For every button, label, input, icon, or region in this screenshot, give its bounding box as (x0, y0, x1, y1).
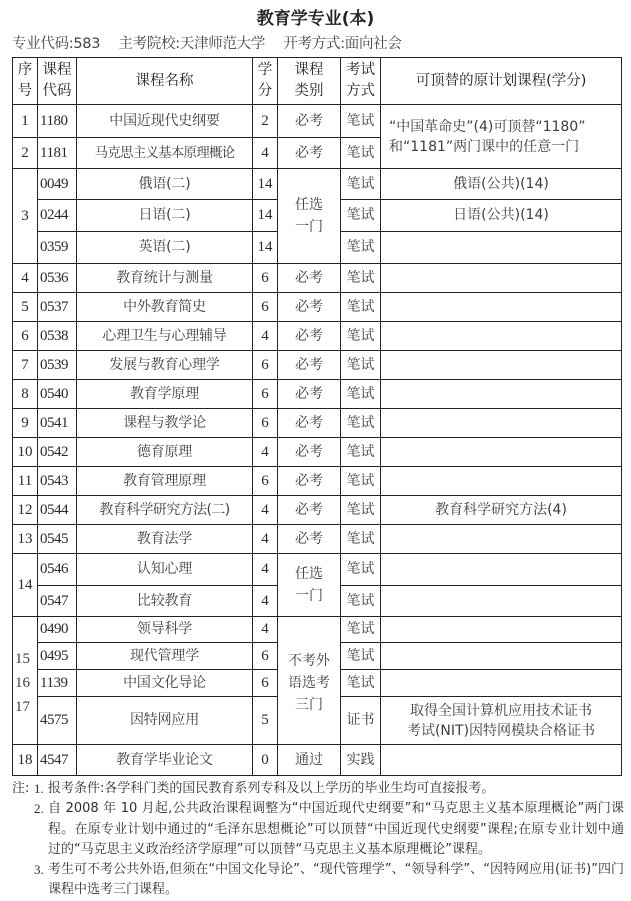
cell-category: 必考 (278, 293, 341, 322)
cell-substitute (381, 322, 622, 351)
cell-credit: 4 (253, 525, 278, 554)
header-substitute: 可顶替的原计划课程(学分) (381, 58, 622, 105)
header-category: 课程类别 (278, 58, 341, 105)
table-row (13, 438, 622, 467)
cell-seq: 10 (13, 438, 38, 467)
page-title: 教育学专业(本) (256, 9, 375, 29)
table-row (13, 322, 622, 351)
note-item (12, 779, 624, 799)
cell-code: 0547 (38, 586, 77, 617)
cell-name: 教育管理原理 (77, 467, 253, 496)
cell-substitute (381, 264, 622, 293)
cell-credit: 4 (253, 554, 278, 586)
cell-exam: 笔试 (341, 105, 381, 138)
table-row (13, 351, 622, 380)
cell-code: 0539 (38, 351, 77, 380)
table-row (13, 525, 622, 554)
cell-code: 0541 (38, 409, 77, 438)
cell-exam: 笔试 (341, 264, 381, 293)
cell-seq: 8 (13, 380, 38, 409)
cell-code: 0542 (38, 438, 77, 467)
cell-credit: 6 (253, 351, 278, 380)
cell-code: 0543 (38, 467, 77, 496)
cell-seq-merged: 3 (13, 169, 38, 264)
cell-credit: 4 (253, 322, 278, 351)
cell-code: 4575 (38, 697, 77, 745)
cell-name: 因特网应用 (77, 697, 253, 745)
cell-credit: 6 (253, 380, 278, 409)
cell-name: 中国文化导论 (77, 670, 253, 697)
cell-seq-merged: 14 (13, 554, 38, 617)
cell-seq-merged: 15 16 17 (13, 617, 38, 745)
cell-name: 发展与教育心理学 (77, 351, 253, 380)
host-school: 主考院校:天津师范大学 (118, 36, 266, 52)
cell-credit: 6 (253, 293, 278, 322)
cell-substitute (381, 525, 622, 554)
cell-credit: 6 (253, 467, 278, 496)
cell-code: 0490 (38, 617, 77, 643)
cell-name: 现代管理学 (77, 643, 253, 670)
cell-category-merged: 任选 一门 (278, 554, 341, 617)
course-plan-table (12, 57, 622, 776)
cell-exam: 证书 (341, 697, 381, 745)
note-number: 1. (34, 781, 44, 796)
cell-credit: 6 (253, 264, 278, 293)
cell-substitute (381, 643, 622, 670)
table-row (13, 293, 622, 322)
cell-name: 心理卫生与心理辅导 (77, 322, 253, 351)
cell-name: 马克思主义基本原理概论 (77, 138, 253, 169)
cell-name: 德育原理 (77, 438, 253, 467)
notes-section (12, 779, 624, 901)
cell-category: 必考 (278, 105, 341, 138)
table-row (13, 745, 622, 776)
cell-category-merged: 任选 一门 (278, 169, 341, 264)
cell-seq: 13 (13, 525, 38, 554)
cell-credit: 2 (253, 105, 278, 138)
major-code: 专业代码:583 (12, 36, 101, 52)
cell-substitute (381, 409, 622, 438)
cell-credit: 14 (253, 232, 278, 264)
cell-category: 必考 (278, 496, 341, 525)
table-row (13, 380, 622, 409)
cell-code: 0545 (38, 525, 77, 554)
table-row (13, 169, 622, 200)
cell-code: 0544 (38, 496, 77, 525)
table-row (13, 467, 622, 496)
cell-name: 领导科学 (77, 617, 253, 643)
cell-name: 英语(二) (77, 232, 253, 264)
cell-code: 0540 (38, 380, 77, 409)
table-row (13, 409, 622, 438)
cell-category: 必考 (278, 409, 341, 438)
cell-seq: 2 (13, 138, 38, 169)
notes-lead: 注: (12, 781, 30, 796)
cell-name: 教育法学 (77, 525, 253, 554)
cell-substitute (381, 617, 622, 643)
cell-code: 0244 (38, 200, 77, 232)
cell-substitute (381, 351, 622, 380)
cell-name: 教育学原理 (77, 380, 253, 409)
cell-exam: 笔试 (341, 586, 381, 617)
table-row (13, 496, 622, 525)
table-row (13, 617, 622, 643)
table-row (13, 264, 622, 293)
cell-substitute (381, 232, 622, 264)
cell-exam: 笔试 (341, 169, 381, 200)
header-name: 课程名称 (77, 58, 253, 105)
note-text: 报考条件:各学科门类的国民教育系列专科及以上学历的毕业生均可直接报考。 (48, 781, 495, 796)
cell-category: 必考 (278, 351, 341, 380)
header-exam: 考试方式 (341, 58, 381, 105)
cell-code: 4547 (38, 745, 77, 776)
note-text: 考生可不考公共外语,但须在“中国文化导论”、“现代管理学”、“领导科学”、“因特网应用(证书)”四门课程中选考三门课程。 (48, 862, 624, 898)
cell-substitute-merged: “中国革命史”(4)可顶替“1180” 和“1181”两门课中的任意一门 (381, 105, 622, 169)
cell-seq: 5 (13, 293, 38, 322)
cell-name: 俄语(二) (77, 169, 253, 200)
cell-credit: 14 (253, 169, 278, 200)
cell-category: 必考 (278, 380, 341, 409)
cell-substitute (381, 745, 622, 776)
cell-name: 课程与教学论 (77, 409, 253, 438)
cell-code: 0049 (38, 169, 77, 200)
cell-seq: 1 (13, 105, 38, 138)
cell-credit: 4 (253, 438, 278, 467)
cell-name: 比较教育 (77, 586, 253, 617)
cell-substitute: 教育科学研究方法(4) (381, 496, 622, 525)
cell-code: 1139 (38, 670, 77, 697)
cell-code: 0538 (38, 322, 77, 351)
cell-credit: 6 (253, 670, 278, 697)
cell-exam: 笔试 (341, 322, 381, 351)
cell-name: 教育统计与测量 (77, 264, 253, 293)
major-meta (12, 32, 416, 53)
cell-name: 教育学毕业论文 (77, 745, 253, 776)
header-credit: 学分 (253, 58, 278, 105)
cell-seq: 6 (13, 322, 38, 351)
cell-exam: 笔试 (341, 438, 381, 467)
cell-credit: 4 (253, 138, 278, 169)
cell-credit: 4 (253, 586, 278, 617)
cell-substitute (381, 586, 622, 617)
cell-exam: 笔试 (341, 232, 381, 264)
cell-credit: 4 (253, 617, 278, 643)
cell-code: 1180 (38, 105, 77, 138)
header-seq: 序号 (13, 58, 38, 105)
cell-seq: 18 (13, 745, 38, 776)
cell-category: 通过 (278, 745, 341, 776)
cell-category-merged: 不考外 语选考 三门 (278, 617, 341, 745)
cell-category: 必考 (278, 264, 341, 293)
cell-category: 必考 (278, 467, 341, 496)
cell-seq: 4 (13, 264, 38, 293)
note-text: 自 2008 年 10 月起,公共政治课程调整为“中国近现代史纲要”和“马克思主义基本原理概论”两门课程。在原专业计划中通过的“毛泽东思想概论”可以顶替“中国近现代史纲要”课程;在原专业计划中通过的“马克思主义政治经济学原理”可以顶替“马克思主义基本原理概论”课程。 (48, 801, 624, 857)
cell-substitute: 取得全国计算机应用技术证书 考试(NIT)因特网模块合格证书 (381, 697, 622, 745)
cell-exam: 笔试 (341, 467, 381, 496)
cell-substitute (381, 670, 622, 697)
cell-credit: 6 (253, 409, 278, 438)
cell-substitute: 俄语(公共)(14) (381, 169, 622, 200)
header-code: 课程代码 (38, 58, 77, 105)
cell-exam: 笔试 (341, 200, 381, 232)
cell-seq: 7 (13, 351, 38, 380)
exam-mode: 开考方式:面向社会 (283, 36, 402, 52)
cell-seq: 9 (13, 409, 38, 438)
cell-code: 0495 (38, 643, 77, 670)
cell-seq: 12 (13, 496, 38, 525)
table-header-row (13, 58, 622, 105)
cell-code: 0546 (38, 554, 77, 586)
cell-name: 认知心理 (77, 554, 253, 586)
cell-category: 必考 (278, 438, 341, 467)
table-row (13, 554, 622, 586)
cell-substitute (381, 467, 622, 496)
cell-name: 中国近现代史纲要 (77, 105, 253, 138)
cell-exam: 实践 (341, 745, 381, 776)
cell-exam: 笔试 (341, 409, 381, 438)
cell-exam: 笔试 (341, 525, 381, 554)
cell-category: 必考 (278, 138, 341, 169)
cell-category: 必考 (278, 525, 341, 554)
cell-seq: 11 (13, 467, 38, 496)
cell-name: 中外教育简史 (77, 293, 253, 322)
cell-substitute (381, 380, 622, 409)
cell-exam: 笔试 (341, 380, 381, 409)
note-number: 3. (34, 862, 44, 878)
cell-category: 必考 (278, 322, 341, 351)
cell-substitute (381, 554, 622, 586)
cell-credit: 0 (253, 745, 278, 776)
note-item (12, 799, 624, 860)
cell-exam: 笔试 (341, 138, 381, 169)
cell-code: 0536 (38, 264, 77, 293)
cell-exam: 笔试 (341, 554, 381, 586)
cell-credit: 14 (253, 200, 278, 232)
cell-code: 1181 (38, 138, 77, 169)
cell-exam: 笔试 (341, 351, 381, 380)
cell-credit: 6 (253, 643, 278, 670)
table-row (13, 105, 622, 138)
cell-code: 0359 (38, 232, 77, 264)
cell-name: 日语(二) (77, 200, 253, 232)
cell-code: 0537 (38, 293, 77, 322)
cell-exam: 笔试 (341, 617, 381, 643)
cell-credit: 4 (253, 496, 278, 525)
cell-credit: 5 (253, 697, 278, 745)
cell-substitute: 日语(公共)(14) (381, 200, 622, 232)
cell-exam: 笔试 (341, 293, 381, 322)
cell-substitute (381, 293, 622, 322)
cell-substitute (381, 438, 622, 467)
note-number: 2. (34, 801, 44, 817)
cell-exam: 笔试 (341, 670, 381, 697)
cell-exam: 笔试 (341, 643, 381, 670)
cell-name: 教育科学研究方法(二) (77, 496, 253, 525)
cell-exam: 笔试 (341, 496, 381, 525)
